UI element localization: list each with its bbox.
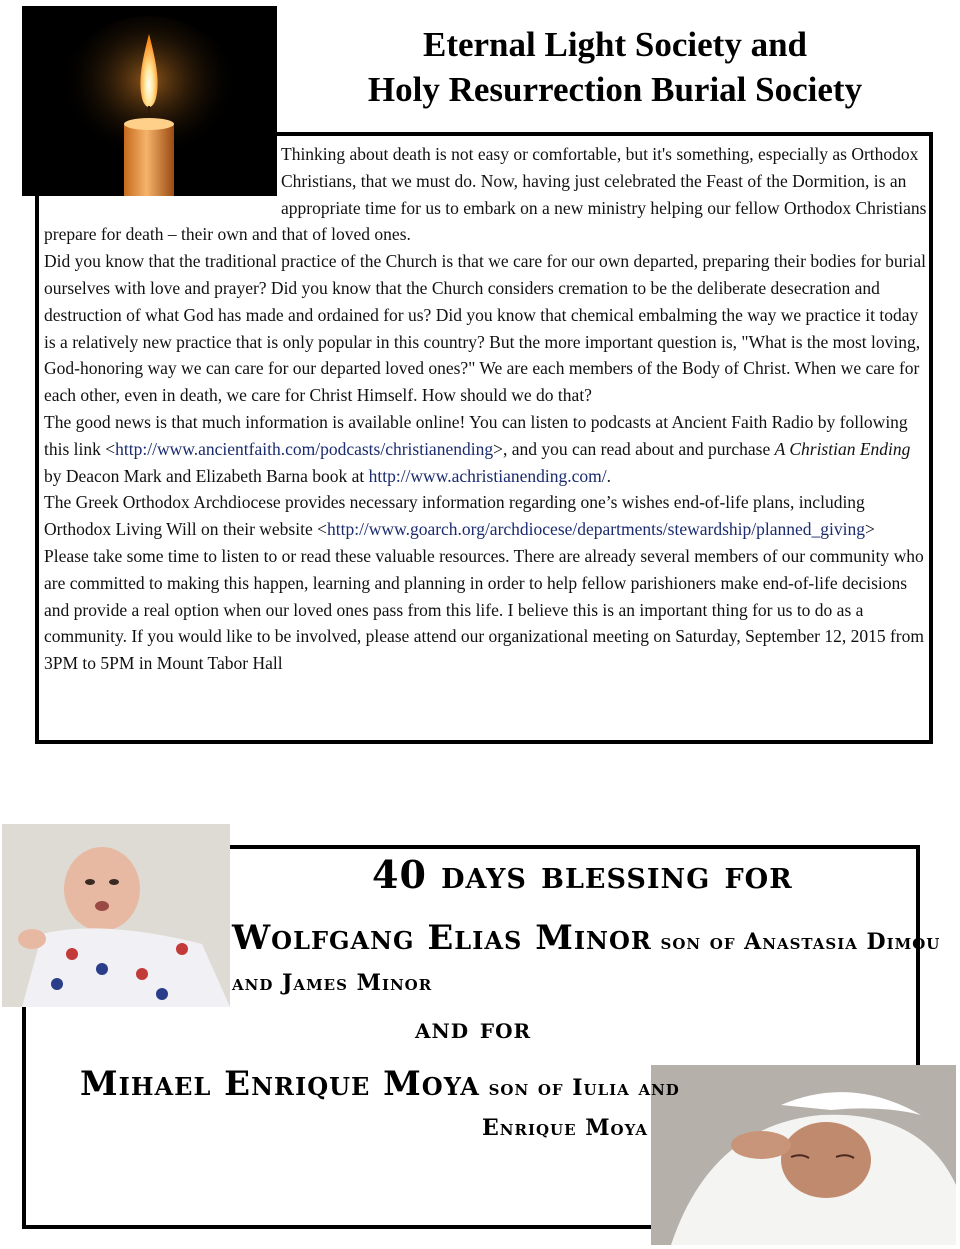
child2-name: Mihael Enrique Moya [80, 1064, 480, 1104]
image-wrap-spacer [44, 141, 281, 221]
goarch-link[interactable]: http://www.goarch.org/archdiocese/departments/stewardship/planned_giving [326, 519, 865, 540]
blessing-heading: 40 days blessing for [372, 852, 793, 897]
paragraph-traditions: Did you know that the traditional practice of the Church is that we care for our own departed, preparing their bodies for burial ourselves with love and prayer? Did you know that the Church considers cremation to be the deliberate desecration and destruction of what God has made and ordained for us? Did you know that chemical embalming the way we practice it today is a relatively new practice that is only popular in this country? But the more important question is, "What is the most loving, God-honoring way we can care for our departed loved ones?" We are each members of the Body of Christ. When we care for each other, even in death, we care for Christ Himself. How should we do that? [44, 251, 926, 406]
paragraph-intro: Thinking about death is not easy or comfortable, but it's something, especially as Orthodox Christians, that we must do. Now, having just celebrated the Feast of the Dormition, is an appropriate time for us to embark on a new ministry helping our fellow Orthodox Christians prepare for death – their own and that of loved ones. [44, 144, 927, 245]
baby-photo-icon [651, 1065, 956, 1245]
paragraph-archdiocese: The Greek Orthodox Archdiocese provides necessary information regarding one’s wishes end-of-life plans, including Orthodox Living Will on their website <http://www.goarch.org/archdiocese/departments/stewardship/planned_giving> [44, 492, 875, 540]
paragraph-invitation: Please take some time to listen to or read these valuable resources. There are already several members of our community who are committed to making this happen, learning and planning in order to help fellow parishioners make end-of-life decisions and provide a real option when our loved ones pass from this life. I believe this is an important thing for us to do as a community. If you would like to be involved, please attend our organizational meeting on Saturday, September 12, 2015 from 3PM to 5PM in Mount Tabor Hall [44, 545, 924, 674]
book-title: A Christian Ending [774, 438, 911, 459]
baby-photo-icon [2, 824, 230, 1007]
child2-line [80, 1064, 680, 1104]
article-body [44, 141, 932, 677]
title-line-2: Holy Resurrection Burial Society [367, 70, 863, 109]
title-line-1: Eternal Light Society and [422, 25, 808, 64]
baby-photo-1 [2, 824, 230, 1007]
child1-name: Wolfgang Elias Minor [232, 918, 652, 958]
page-title [300, 22, 930, 112]
baby-photo-2 [651, 1065, 956, 1245]
child2-parents: son of Iulia and [479, 1075, 680, 1101]
child1-parents: son of Anastasia Dimou [651, 929, 941, 955]
and-for-label: and for [415, 1012, 532, 1045]
child2-parents-cont: Enrique Moya [482, 1115, 649, 1141]
christian-ending-link[interactable]: http://www.achristianending.com/ [368, 465, 607, 486]
child1-parents-cont: and James Minor [232, 970, 433, 996]
ancient-faith-link[interactable]: http://www.ancientfaith.com/podcasts/christianending [115, 438, 494, 459]
paragraph-resources: The good news is that much information is available online! You can listen to podcasts at Ancient Faith Radio by following this link <http://www.ancientfaith.com/podcasts/christianending>, and you can read about and purchase A Christian Ending by Deacon Mark and Elizabeth Barna book at http://www.achristianending.com/. [44, 411, 911, 486]
child1-line [232, 918, 940, 958]
